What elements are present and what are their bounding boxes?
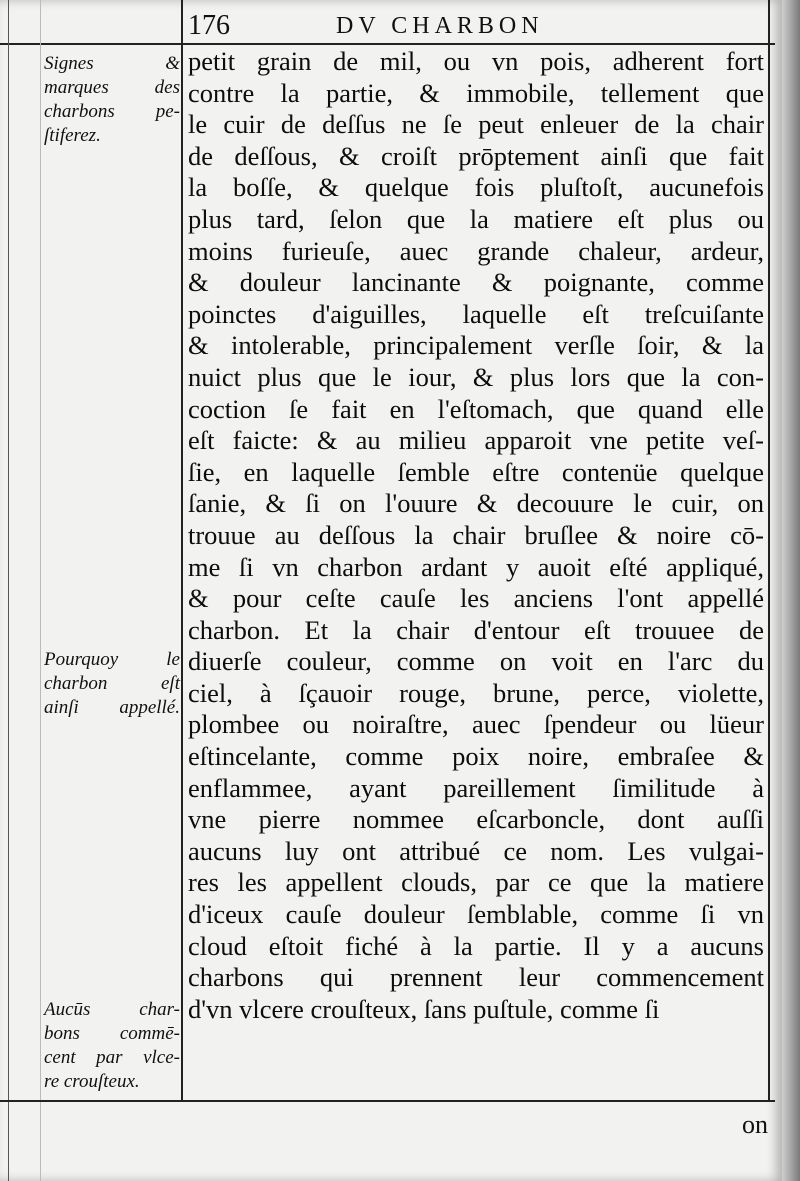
margin-note-pourquoy (44, 648, 180, 720)
page-edge-shadow (782, 0, 800, 1181)
margin-note-line: charbons pe- (44, 101, 180, 122)
text-line: de deſſous, & croiſt prōptement ainſi que fait (188, 140, 764, 171)
margin-note-aucuns (44, 998, 180, 1094)
text-line: aucuns luy ont attribué ce nom. Les vulgai- (188, 835, 764, 866)
margin-note-line: marques des (44, 77, 180, 98)
text-line: charbons qui prennent leur commencement (188, 962, 764, 993)
text-line: le cuir de deſſus ne ſe peut enleuer de la chair (188, 109, 764, 140)
text-line: diuerſe couleur, comme on voit en l'arc du (188, 646, 764, 677)
text-line: eſtincelante, comme poix noire, embraſee & (188, 741, 764, 772)
margin-note-line: Aucūs char- (44, 999, 180, 1020)
margin-note-line: ainſi appellé. (44, 697, 180, 718)
text-line: nuict plus que le iour, & plus lors que la con- (188, 361, 764, 392)
text-line: res les appellent clouds, par ce que la matiere (188, 867, 764, 898)
text-line: plus tard, ſelon que la matiere eſt plus ou (188, 203, 764, 234)
margin-guide-line (40, 0, 41, 1181)
header-rule (0, 43, 775, 45)
text-line: ciel, à ſçauoir rouge, brune, perce, violette, (188, 677, 764, 708)
margin-note-line: ſtiferez. (44, 125, 101, 146)
text-line: poinctes d'aiguilles, laquelle eſt treſcuiſante (188, 298, 764, 329)
text-line: moins furieuſe, auec grande chaleur, ardeur, (188, 235, 764, 266)
footer-rule (0, 1100, 775, 1102)
text-line: petit grain de mil, ou vn pois, adherent fort (188, 46, 764, 76)
body-text (188, 46, 764, 1025)
margin-note-line: Pourquoy le (44, 649, 180, 670)
text-line: contre la partie, & immobile, tellement que (188, 77, 764, 108)
text-line: coction ſe fait en l'eſtomach, que quand elle (188, 393, 764, 424)
text-line: d'vn vlcere crouſteux, ſans puſtule, comme ſi (188, 993, 660, 1024)
margin-note-line: bons commē- (44, 1023, 180, 1044)
outer-frame-line (8, 0, 9, 1181)
text-line: cloud eſtoit fiché à la partie. Il y a aucuns (188, 930, 764, 961)
page-number: 176 (188, 10, 230, 41)
text-line: & douleur lancinante & poignante, comme (188, 267, 764, 298)
running-header (186, 10, 766, 42)
text-line: me ſi vn charbon ardant y auoit eſté appliqué, (188, 551, 764, 582)
margin-note-line: Signes & (44, 53, 180, 74)
margin-note-line: cent par vlce- (44, 1047, 180, 1068)
text-line: trouue au deſſous la chair bruſlee & noire cō- (188, 519, 764, 550)
margin-divider-rule (181, 0, 183, 1102)
text-line: ſie, en laquelle ſemble eſtre contenüe quelque (188, 456, 764, 487)
text-line: enflammee, ayant pareillement ſimilitude à (188, 772, 764, 803)
running-title: DV CHARBON (336, 13, 544, 39)
margin-note-line: re crouſteux. (44, 1071, 140, 1092)
text-line: d'iceux cauſe douleur ſemblable, comme ſi vn (188, 899, 764, 930)
text-line: la boſſe, & quelque fois pluſtoſt, aucunefois (188, 172, 764, 203)
margin-note-line: charbon eſt (44, 673, 180, 694)
text-line: ſanie, & ſi on l'ouure & decouure le cuir, on (188, 488, 764, 519)
text-line: & pour ceſte cauſe les anciens l'ont appellé (188, 583, 764, 614)
text-line: vne pierre nommee eſcarboncle, dont auſſi (188, 804, 764, 835)
text-frame-right-rule (768, 0, 770, 1102)
catchword: on (742, 1110, 768, 1139)
text-line: charbon. Et la chair d'entour eſt trouuee de (188, 614, 764, 645)
text-line: & intolerable, principalement verſle ſoir, & la (188, 330, 764, 361)
margin-note-signes (44, 52, 180, 148)
text-line: eſt faicte: & au milieu apparoit vne petite veſ- (188, 425, 764, 456)
text-line: plombee ou noiraſtre, auec ſpendeur ou lüeur (188, 709, 764, 740)
